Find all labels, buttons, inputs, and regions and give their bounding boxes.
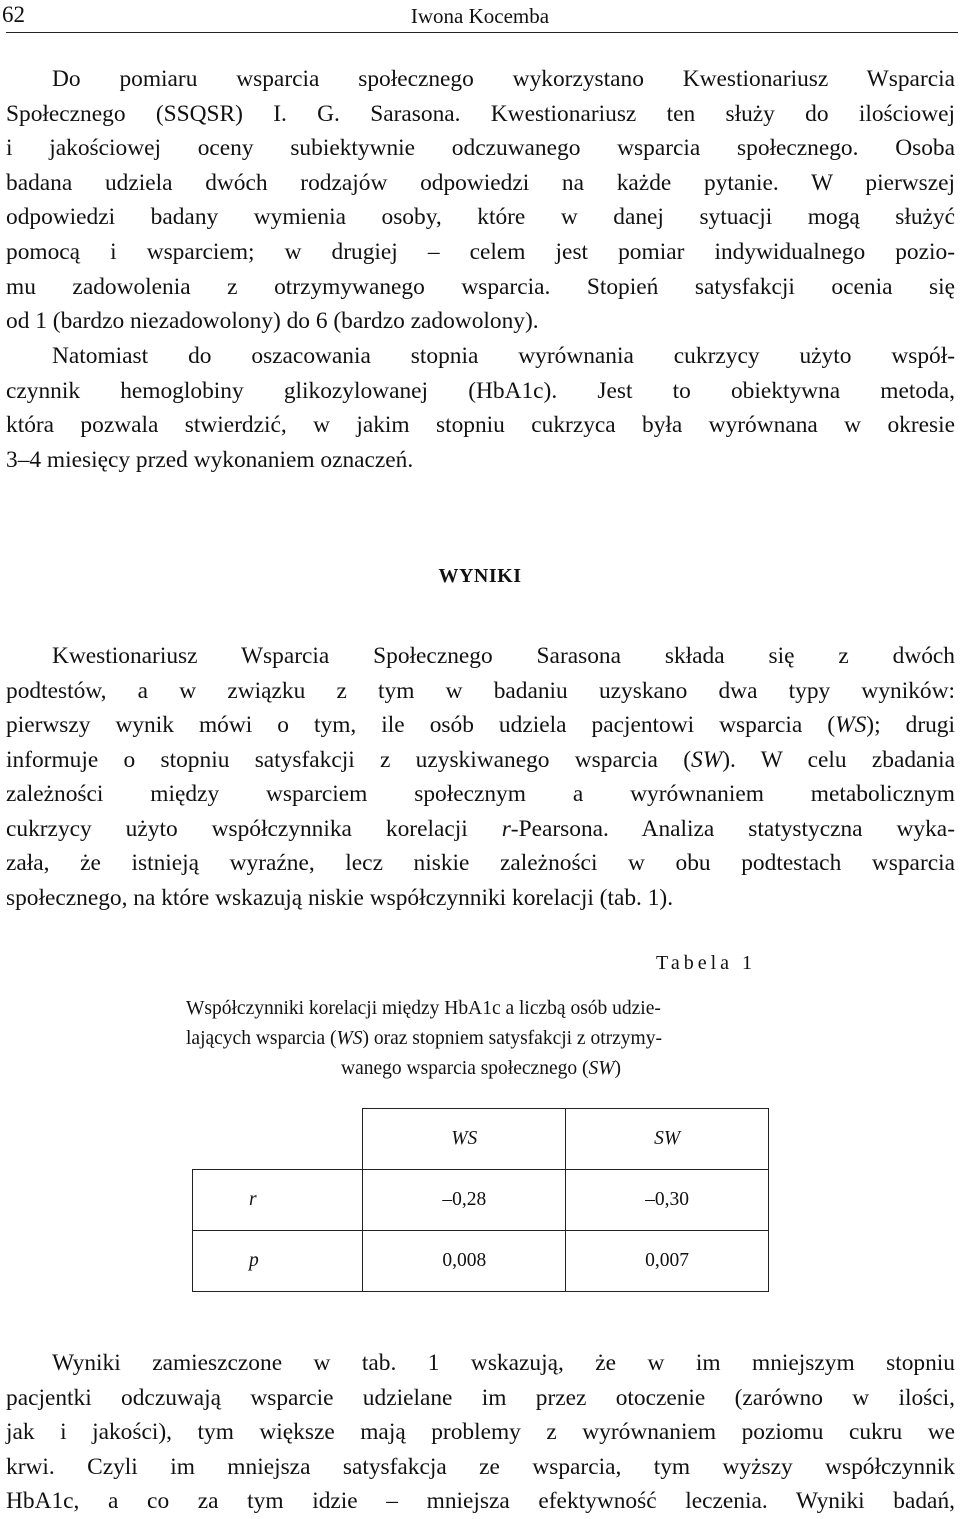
abbrev-sw: SW bbox=[588, 1058, 615, 1079]
text-line: która pozwala stwierdzić, w jakim stopniu cukrzyca była wyrównana w okresie bbox=[6, 412, 955, 439]
column-header-sw: SW bbox=[566, 1109, 769, 1170]
paragraph-results bbox=[6, 639, 955, 915]
table-label: Tabela 1 bbox=[656, 952, 757, 974]
section-title-results: WYNIKI bbox=[438, 565, 522, 587]
text-line bbox=[6, 708, 955, 743]
table-cell: –0,28 bbox=[363, 1170, 566, 1231]
text-fragment: ); drugi bbox=[866, 712, 955, 738]
text-line: zależności między wsparciem społecznym a wyrównaniem metabolicznym bbox=[6, 781, 955, 807]
text-fragment: ). W celu zbadania bbox=[722, 746, 956, 773]
abbrev-sw: SW bbox=[691, 746, 723, 773]
text-line: od 1 (bardzo niezadowolony) do 6 (bardzo zadowolony). bbox=[6, 308, 539, 335]
text-line: badana udziela dwóch rodzajów odpowiedzi na każde pytanie. W pierwszej bbox=[6, 169, 955, 196]
table-row bbox=[193, 1231, 769, 1292]
correlation-table bbox=[192, 1108, 769, 1292]
table-cell: 0,007 bbox=[566, 1231, 769, 1292]
text-line: zała, że istnieją wyraźne, lecz niskie zależności w obu podtestach wsparcia bbox=[6, 850, 955, 876]
text-line: pacjentki odczuwają wsparcie udzielane im przez otoczenie (zarówno w ilości, bbox=[6, 1384, 955, 1411]
page-number: 62 bbox=[2, 2, 25, 27]
text-fragment: pierwszy wynik mówi o tym, ile osób udziela pacjentowi wsparcia ( bbox=[6, 712, 836, 738]
text-line: i jakościowej oceny subiektywnie odczuwanego wsparcia społecznego. Osoba bbox=[6, 135, 955, 162]
caption-line: Współczynniki korelacji między HbA1c a liczbą osób udzie- bbox=[186, 998, 661, 1019]
text-line: odpowiedzi badany wymienia osoby, które w danej sytuacji mogą służyć bbox=[6, 204, 955, 231]
text-fragment: lających wsparcia ( bbox=[186, 1028, 337, 1049]
column-header-ws: WS bbox=[363, 1109, 566, 1170]
table-cell: 0,008 bbox=[363, 1231, 566, 1292]
paragraph-method-ssqsr bbox=[6, 62, 955, 339]
text-fragment: cukrzycy użyto współczynnika korelacji bbox=[6, 815, 502, 842]
row-label-r: r bbox=[193, 1170, 363, 1231]
paragraph-method-hba1c bbox=[6, 339, 955, 477]
abbrev-ws: WS bbox=[835, 712, 867, 738]
text-line: Natomiast do oszacowania stopnia wyrównania cukrzycy użyto współ- bbox=[52, 343, 955, 369]
caption-line bbox=[186, 1024, 776, 1054]
table-caption bbox=[186, 994, 776, 1084]
row-label-p: p bbox=[193, 1231, 363, 1292]
text-line bbox=[6, 743, 955, 778]
text-line: pomocą i wsparciem; w drugiej – celem jest pomiar indywidualnego pozio- bbox=[6, 238, 955, 265]
text-line: jak i jakości), tym większe mają problemy z wyrównaniem poziomu cukru we bbox=[6, 1419, 955, 1446]
text-line: HbA1c, a co za tym idzie – mniejsza efektywność leczenia. Wyniki badań, bbox=[6, 1488, 955, 1515]
caption-line bbox=[186, 1054, 776, 1084]
text-fragment: wanego wsparcia społecznego ( bbox=[341, 1058, 589, 1079]
text-line: 3–4 miesięcy przed wykonaniem oznaczeń. bbox=[6, 446, 414, 473]
text-line bbox=[6, 812, 955, 847]
table-header-row bbox=[193, 1109, 769, 1170]
text-line: mu zadowolenia z otrzymywanego wsparcia. Stopień satysfakcji ocenia się bbox=[6, 273, 955, 300]
text-line: krwi. Czyli im mniejsza satysfakcja ze wsparcia, tym wyższy współczynnik bbox=[6, 1453, 955, 1480]
text-line: społecznego, na które wskazują niskie współczynniki korelacji (tab. 1). bbox=[6, 884, 674, 911]
text-fragment: ) bbox=[614, 1058, 621, 1079]
text-line: Do pomiaru wsparcia społecznego wykorzystano Kwestionariusz Wsparcia bbox=[52, 66, 955, 92]
paragraph-conclusion bbox=[6, 1346, 955, 1519]
running-head-author: Iwona Kocemba bbox=[410, 4, 550, 28]
abbrev-ws: WS bbox=[336, 1028, 363, 1049]
text-line: Kwestionariusz Wsparcia Społecznego Sarasona składa się z dwóch bbox=[52, 643, 955, 669]
text-fragment: ) oraz stopniem satysfakcji z otrzymy- bbox=[362, 1028, 662, 1049]
table-row bbox=[193, 1170, 769, 1231]
text-line: czynnik hemoglobiny glikozylowanej (HbA1c). Jest to obiektywna metoda, bbox=[6, 377, 955, 404]
text-fragment: -Pearsona. Analiza statystyczna wyka- bbox=[510, 815, 955, 842]
text-line: Społecznego (SSQSR) I. G. Sarasona. Kwestionariusz ten służy do ilościowej bbox=[6, 100, 955, 127]
text-line: podtestów, a w związku z tym w badaniu uzyskano dwa typy wyników: bbox=[6, 677, 955, 704]
text-fragment: informuje o stopniu satysfakcji z uzyskiwanego wsparcia ( bbox=[6, 746, 691, 773]
table-cell: –0,30 bbox=[566, 1170, 769, 1231]
symbol-r: r bbox=[501, 815, 511, 842]
table-corner-cell bbox=[193, 1109, 363, 1170]
text-line: Wyniki zamieszczone w tab. 1 wskazują, że w im mniejszym stopniu bbox=[52, 1350, 955, 1376]
